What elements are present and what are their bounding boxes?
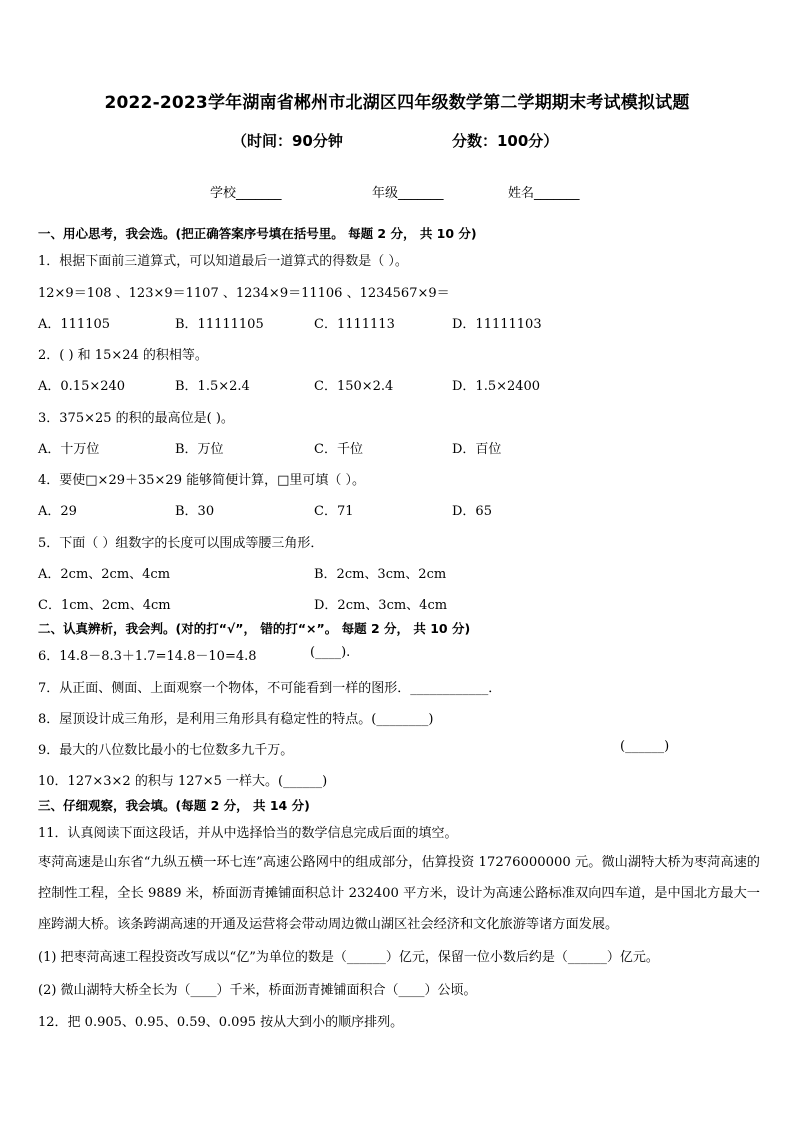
section-1-heading: 一、用心思考，我会选。(把正确答案序号填在括号里。 每题 2 分， 共 10 分): [38, 226, 477, 241]
question-1-expression: 12×9＝108 、123×9＝1107 、1234×9＝11106 、1234567×9＝: [38, 286, 450, 301]
question-5: 5．下面（ ）组数字的长度可以围成等腰三角形．: [38, 536, 324, 551]
time-label: （时间：90分钟: [232, 132, 343, 150]
question-5-option-b: B．2cm、3cm、2cm: [314, 567, 447, 582]
question-2-option-b: B．1.5×2.4: [175, 379, 250, 394]
school-field: 学校_______: [210, 186, 282, 201]
question-10: 10．127×3×2 的积与 127×5 一样大。(______): [38, 774, 328, 789]
question-11-part-2: (2) 微山湖特大桥全长为（____）千米，桥面沥青摊铺面积合（____）公顷。: [38, 983, 477, 998]
name-field: 姓名_______: [508, 186, 580, 201]
question-4: 4．要使□×29＋35×29 能够简便计算，□里可填（ ）。: [38, 473, 366, 488]
question-4-option-d: D．65: [452, 504, 492, 519]
question-11: 11．认真阅读下面这段话，并从中选择恰当的数学信息完成后面的填空。: [38, 826, 458, 841]
question-4-option-b: B．30: [175, 504, 215, 519]
question-3-option-a: A．十万位: [38, 442, 100, 457]
question-3-option-b: B．万位: [175, 442, 224, 457]
question-1-option-d: D．11111103: [452, 317, 542, 332]
section-3-heading: 三、仔细观察，我会填。(每题 2 分， 共 14 分): [38, 798, 310, 813]
question-5-option-d: D．2cm、3cm、4cm: [314, 598, 448, 613]
question-2: 2．( ) 和 15×24 的积相等。: [38, 348, 208, 363]
question-5-option-c: C．1cm、2cm、4cm: [38, 598, 171, 613]
question-6-blank: (____).: [310, 645, 351, 660]
question-3-option-d: D．百位: [452, 442, 502, 457]
question-8: 8．屋顶设计成三角形，是利用三角形具有稳定性的特点。(________): [38, 712, 434, 727]
question-3: 3．375×25 的积的最高位是( )。: [38, 411, 234, 426]
question-12: 12．把 0.905、0.95、0.59、0.095 按从大到小的顺序排列。: [38, 1015, 404, 1030]
question-7: 7．从正面、侧面、上面观察一个物体，不可能看到一样的图形．____________．: [38, 681, 502, 696]
question-1-option-b: B．11111105: [175, 317, 264, 332]
score-label: 分数：100分）: [452, 132, 559, 150]
question-4-option-c: C．71: [314, 504, 354, 519]
question-1-option-c: C．1111113: [314, 317, 395, 332]
question-2-option-a: A．0.15×240: [38, 379, 126, 394]
question-1: 1．根据下面前三道算式，可以知道最后一道算式的得数是（ ）。: [38, 254, 408, 269]
question-4-option-a: A．29: [38, 504, 77, 519]
question-1-option-a: A．111105: [38, 317, 111, 332]
question-9-blank: (______): [620, 739, 670, 754]
question-2-option-d: D．1.5×2400: [452, 379, 541, 394]
question-6: 6．14.8－8.3＋1.7=14.8－10=4.8: [38, 649, 257, 664]
section-2-heading: 二、认真辨析，我会判。(对的打“√”， 错的打“×”。 每题 2 分， 共 10 分): [38, 621, 471, 636]
question-11-part-1: (1) 把枣菏高速工程投资改写成以“亿”为单位的数是（______）亿元，保留一位小数后约是（______）亿元。: [38, 950, 659, 965]
exam-title: 2022-2023学年湖南省郴州市北湖区四年级数学第二学期期末考试模拟试题: [104, 93, 690, 113]
grade-field: 年级_______: [372, 186, 444, 201]
question-9: 9．最大的八位数比最小的七位数多九千万。: [38, 743, 294, 758]
question-11-passage: 枣菏高速是山东省“九纵五横一环七连”高速公路网中的组成部分，估算投资 17276000000 元。微山湖特大桥为枣菏高速的控制性工程，全长 9889 米，桥面沥青摊铺面积总计 232400 平方米，设计为高速公路标准双向四车道，是中国北方最大一座跨湖大桥。该条跨湖高速的开通及运营将会带动周边微山湖区社会经济和文化旅游等诸方面发展。: [38, 855, 760, 932]
question-3-option-c: C．千位: [314, 442, 363, 457]
question-5-option-a: A．2cm、2cm、4cm: [38, 567, 171, 582]
question-2-option-c: C．150×2.4: [314, 379, 394, 394]
